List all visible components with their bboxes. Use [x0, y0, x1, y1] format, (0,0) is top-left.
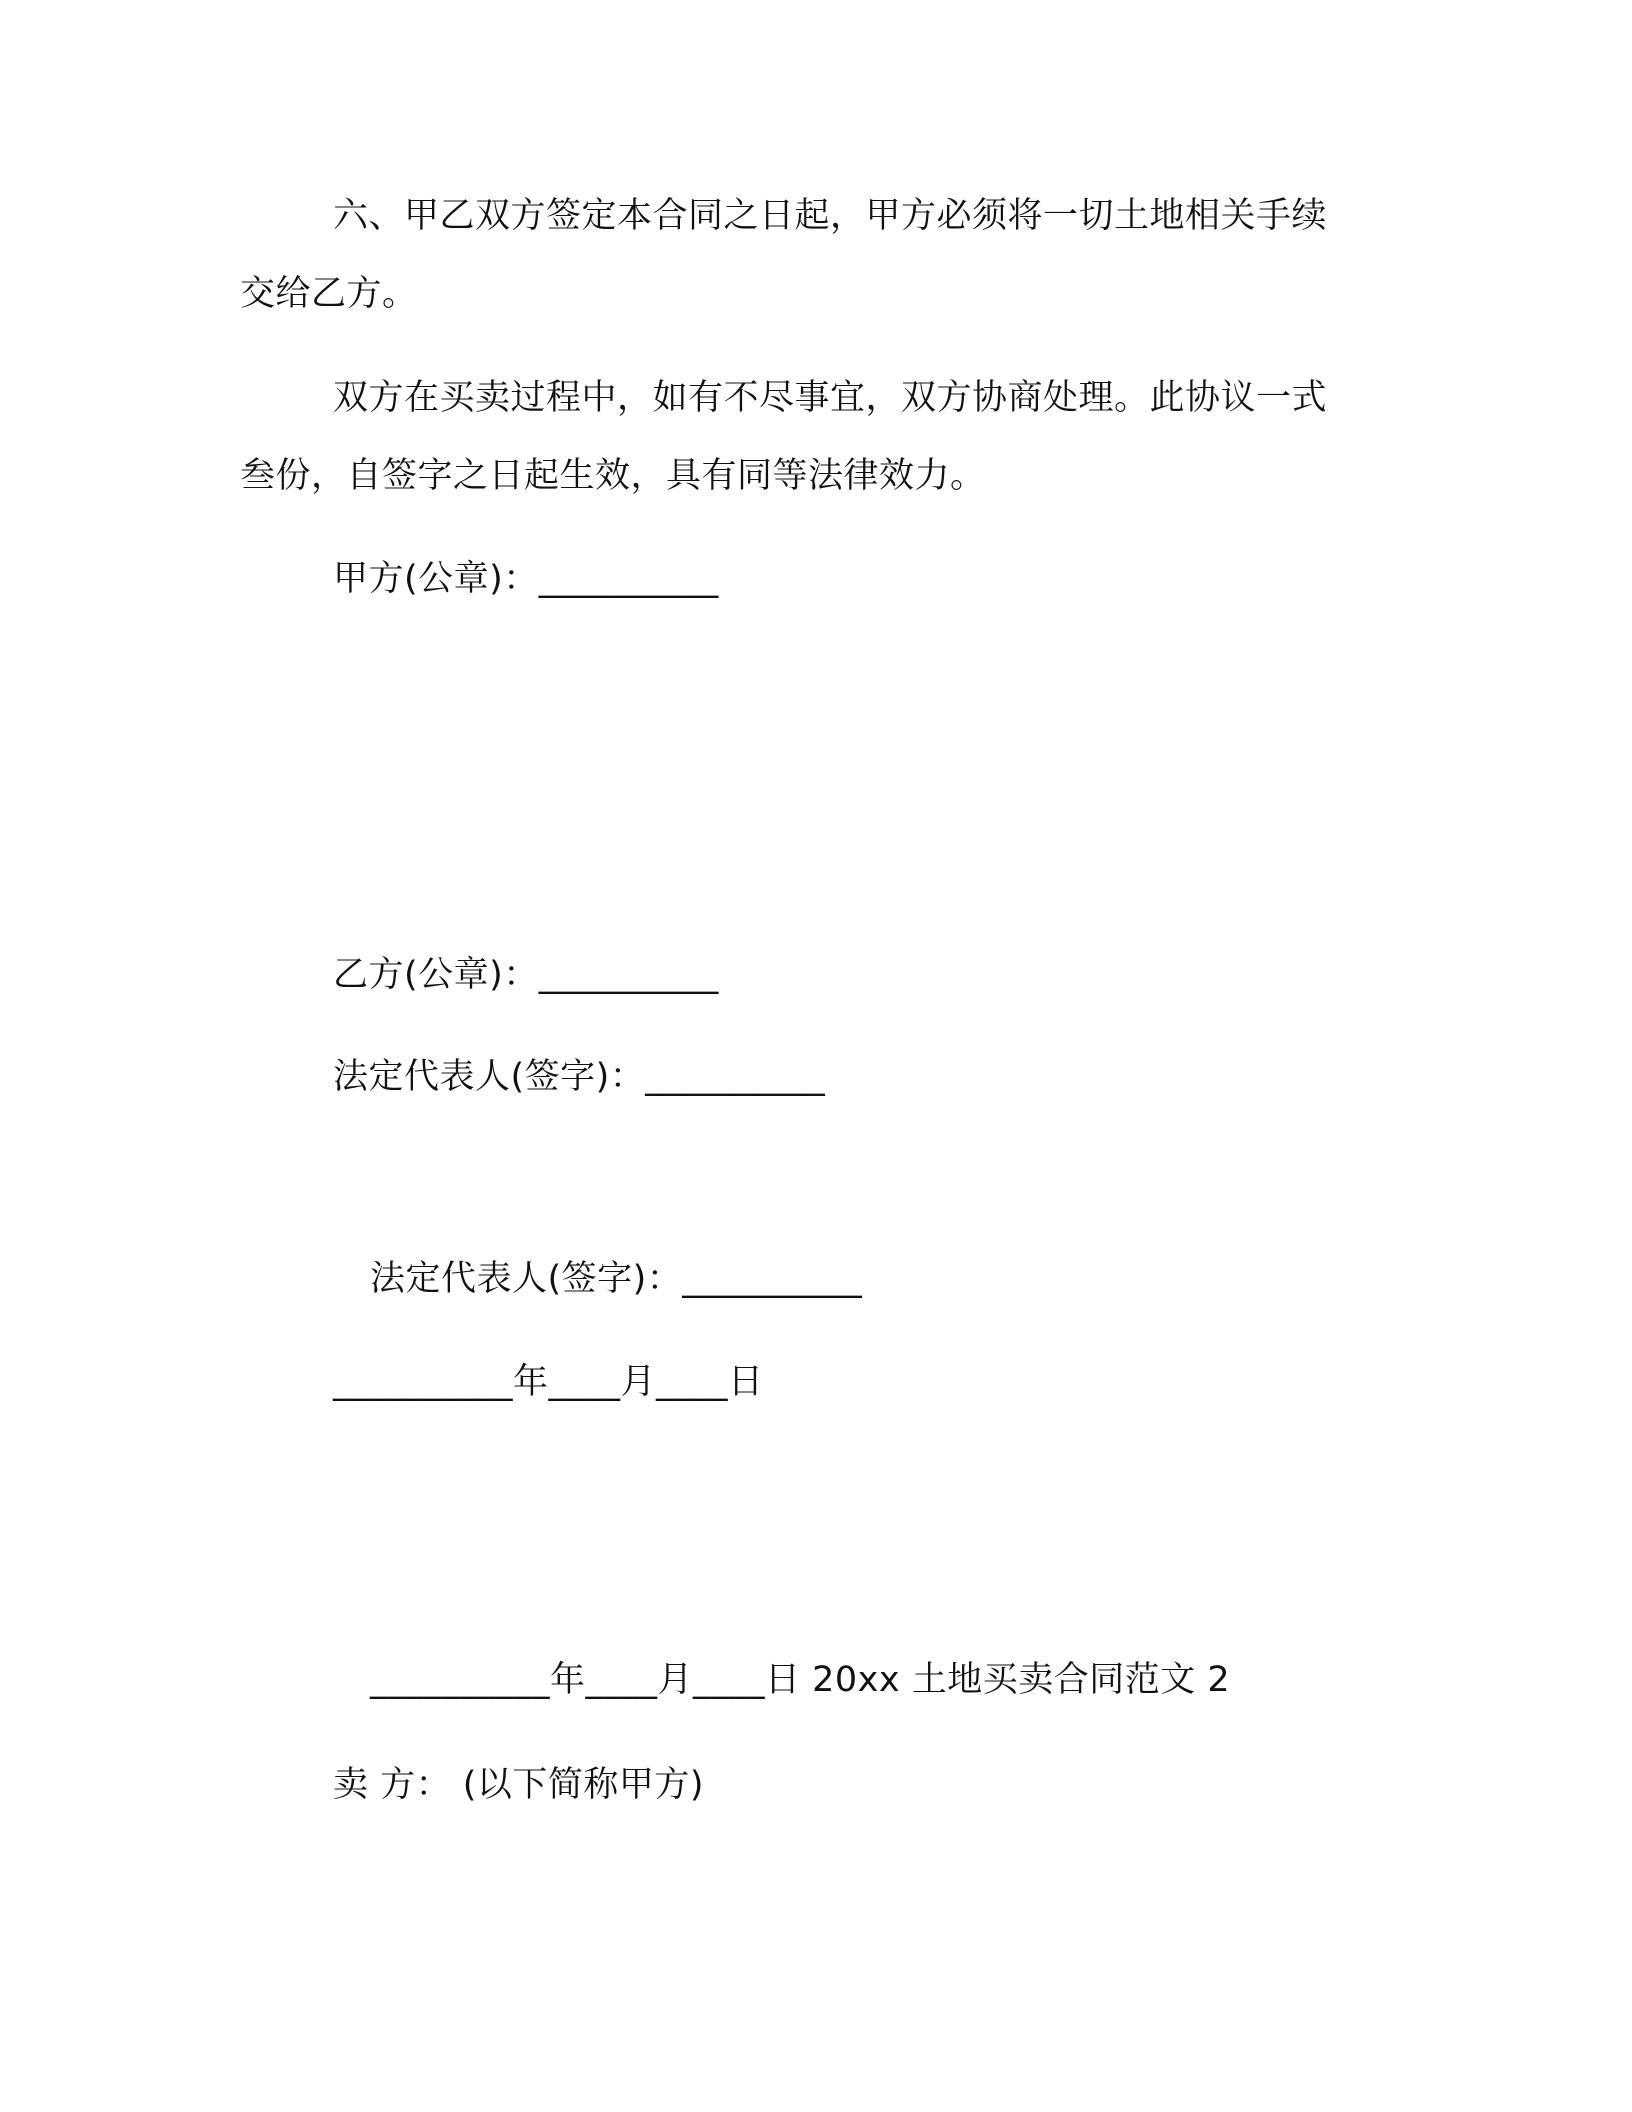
- party-b-seal-field: 乙方(公章)：__________: [333, 955, 719, 995]
- seller-label: 卖 方： (以下简称甲方): [333, 1765, 705, 1805]
- legal-representative-signature-2: 法定代表人(签字)：__________: [370, 1259, 863, 1299]
- date-field-2-and-next-title: __________年____月____日 20xx 土地买卖合同范文 2: [370, 1660, 1231, 1700]
- clause-six-line-2: 交给乙方。: [240, 274, 418, 314]
- agreement-terms-line-1: 双方在买卖过程中，如有不尽事宜，双方协商处理。此协议一式: [333, 378, 1328, 418]
- party-a-seal-field: 甲方(公章)：__________: [333, 559, 719, 599]
- legal-representative-signature-1: 法定代表人(签字)：__________: [333, 1057, 826, 1097]
- date-field-1: __________年____月____日: [333, 1362, 764, 1402]
- clause-six-line-1: 六、甲乙双方签定本合同之日起，甲方必须将一切土地相关手续: [333, 196, 1328, 236]
- agreement-terms-line-2: 叁份，自签字之日起生效，具有同等法律效力。: [240, 456, 986, 496]
